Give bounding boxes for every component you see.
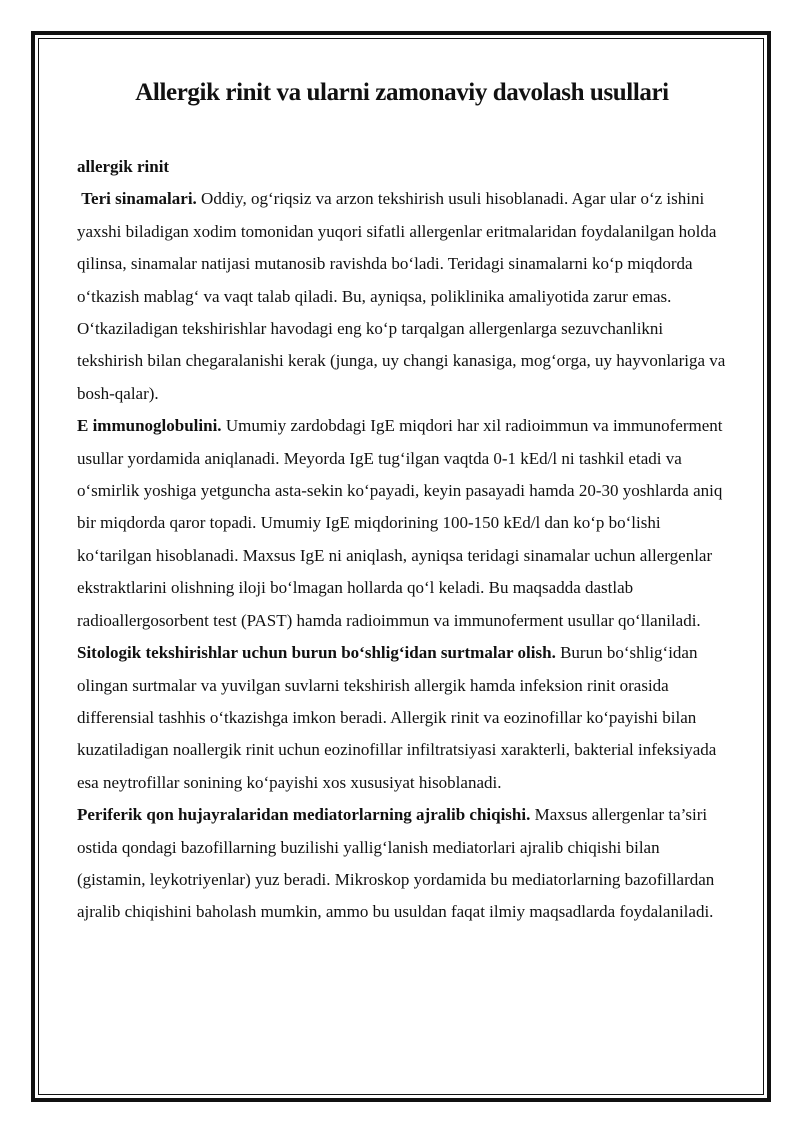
section-subtitle: allergik rinit	[77, 157, 170, 176]
paragraph-text: Umumiy zardobdagi IgE miqdori har xil radioimmun va immunoferment usullar yordamida aniqlanadi. Meyorda IgE tug‘ilgan vaqtda 0-1 kEd/l ni tashkil etadi va o‘smirlik yoshiga yetguncha asta-sekin ko‘payadi, keyin pasayadi hamda 20-30 yoshlarda aniq bir miqdorda qaror topadi. Umumiy IgE miqdorining 100-150 kEd/l dan ko‘p bo‘lishi ko‘tarilgan hisoblanadi. Maxsus IgE ni aniqlash, ayniqsa teridagi sinamalar uchun allergenlar ekstraktlarini olishning iloji bo‘lmagan hollarda qo‘l keladi. Bu maqsadda dastlab radioallergosorbent test (PAST) hamda radioimmun va immunoferment usullar qo‘llaniladi.	[77, 416, 723, 630]
paragraph-mediators	[77, 799, 727, 929]
paragraph-skin-tests	[77, 183, 727, 410]
paragraph-lead: E immunoglobulini.	[77, 416, 222, 436]
paragraph-immunoglobulin-e	[77, 410, 727, 637]
paragraph-cytology	[77, 637, 727, 799]
paragraph-text: Maxsus allergenlar ta’siri ostida qondagi bazofillarning buzilishi yallig‘lanish mediatorlari ajralib chiqishi bilan (gistamin, leykotriyenlar) yuz beradi. Mikroskop yordamida bu mediatorlarning bazofillardan ajralib chiqishini baholash mumkin, ammo bu usuldan faqat ilmiy maqsadlarda foydalaniladi.	[77, 805, 715, 922]
paragraph-lead: Sitologik tekshirishlar uchun burun bo‘shlig‘idan surtmalar olish.	[77, 643, 556, 663]
paragraph-text: Burun bo‘shlig‘idan olingan surtmalar va yuvilgan suvlarni tekshirish allergik hamda infeksion rinit orasida differensial tashhis o‘tkazishga imkon beradi. Allergik rinit va eozinofillar ko‘payishi bilan kuzatiladigan noallergik rinit uchun eozinofillar infiltratsiyasi xarakterli, bakterial infeksiyada esa neytrofillar sonining ko‘payishi xos xususiyat hisoblanadi.	[77, 643, 717, 792]
paragraph-text: Oddiy, og‘riqsiz va arzon tekshirish usuli hisoblanadi. Agar ular o‘z ishini yaxshi biladigan xodim tomonidan yuqori sifatli allergenlar eritmalaridan foydalanilgan holda qilinsa, sinamalar natijasi mutanosib ravishda bo‘ladi. Teridagi sinamalarni ko‘p miqdorda o‘tkazish mablag‘ va vaqt talab qiladi. Bu, ayniqsa, poliklinika amaliyotida zarur emas. O‘tkaziladigan tekshirishlar havodagi eng ko‘p tarqalgan allergenlarga sezuvchanlikni tekshirish bilan chegaralanishi kerak (junga, uy changi kanasiga, mog‘orga, uy hayvonlariga va bosh-qalar).	[77, 189, 726, 403]
document-title: Allergik rinit va ularni zamonaviy davolash usullari	[135, 79, 669, 106]
paragraph-lead: Teri sinamalari.	[81, 189, 197, 209]
paragraph-lead: Periferik qon hujayralaridan mediatorlarning ajralib chiqishi.	[77, 805, 531, 825]
document-body	[77, 76, 727, 929]
